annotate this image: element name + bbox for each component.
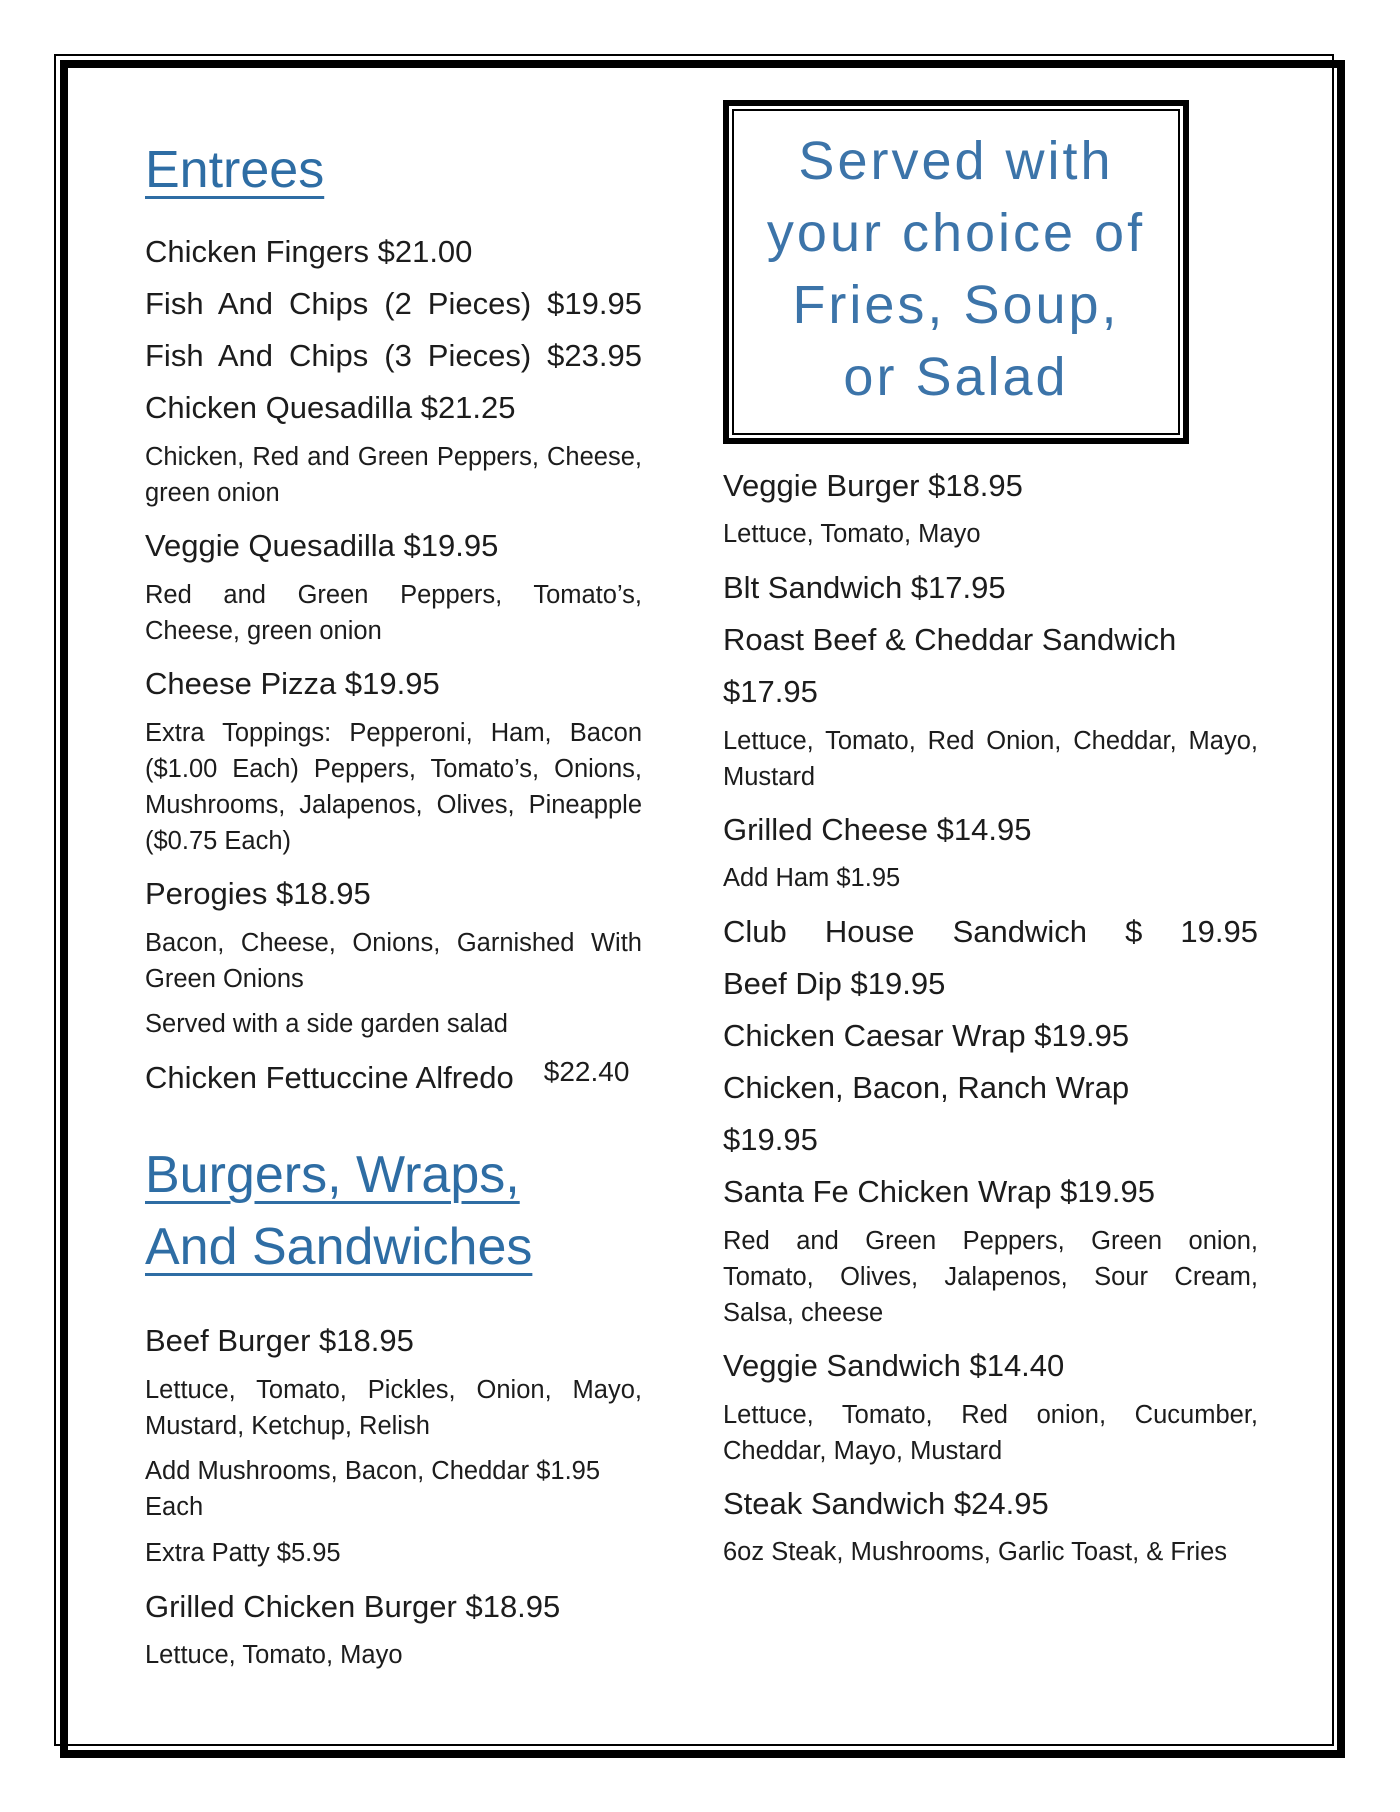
menu-item-note-extra-patty: Extra Patty $5.95 <box>145 1539 341 1567</box>
menu-item-description-cheese-pizza: Extra Toppings: Pepperoni, Ham, Bacon ($1.00 Each) Peppers, Tomato’s, Onions, Mushrooms, Jalapenos, Olives, Pineapple ($0.75 Each) <box>145 719 642 855</box>
menu-item-fish-and-chips-2: Fish And Chips (2 Pieces) $19.95 <box>145 286 642 321</box>
menu-item-steak-sandwich: Steak Sandwich $24.95 <box>723 1486 1049 1521</box>
menu-item-chicken-fettuccine-alfredo <box>145 1052 642 1105</box>
served-with-line-4: or Salad <box>843 347 1069 407</box>
menu-item-perogies: Perogies $18.95 <box>145 876 371 911</box>
menu-item-title: Chicken Fettuccine Alfredo <box>145 1060 514 1095</box>
menu-item-cheese-pizza: Cheese Pizza $19.95 <box>145 666 440 701</box>
menu-item-description-perogies: Bacon, Cheese, Onions, Garnished With Green Onions <box>145 929 642 993</box>
menu-item-roast-beef-cheddar-sandwich <box>723 614 1258 718</box>
menu-item-description-veggie-sandwich: Lettuce, Tomato, Red onion, Cucumber, Cheddar, Mayo, Mustard <box>723 1401 1258 1465</box>
menu-item-chicken-bacon-ranch-wrap <box>723 1062 1258 1166</box>
menu-item-note-perogies-salad: Served with a side garden salad <box>145 1010 508 1038</box>
menu-item-description-roast-beef: Lettuce, Tomato, Red Onion, Cheddar, Mayo, Mustard <box>723 727 1258 791</box>
entrees-column <box>145 138 642 1683</box>
menu-item-club-house-sandwich: Club House Sandwich $ 19.95 <box>723 914 1258 949</box>
menu-item-grilled-chicken-burger: Grilled Chicken Burger $18.95 <box>145 1589 561 1624</box>
menu-item-note-add-toppings: Add Mushrooms, Bacon, Cheddar $1.95 Each <box>145 1457 601 1521</box>
menu-item-note-steak-sandwich: 6oz Steak, Mushrooms, Garlic Toast, & Fries <box>723 1538 1228 1566</box>
menu-item-price: $17.95 <box>723 674 818 709</box>
served-with-line-2: your choice of <box>766 203 1146 263</box>
menu-item-description-santa-fe-wrap: Red and Green Peppers, Green onion, Tomato, Olives, Jalapenos, Sour Cream, Salsa, cheese <box>723 1227 1258 1327</box>
menu-item-blt-sandwich: Blt Sandwich $17.95 <box>723 570 1006 605</box>
menu-item-veggie-burger: Veggie Burger $18.95 <box>723 468 1023 503</box>
menu-item-note-grilled-chicken-burger: Lettuce, Tomato, Mayo <box>145 1641 403 1669</box>
served-with-box-inner <box>732 109 1180 435</box>
section-heading-burgers-wraps-sandwiches <box>145 1141 642 1285</box>
menu-item-description-chicken-quesadilla: Chicken, Red and Green Peppers, Cheese, green onion <box>145 443 642 507</box>
menu-item-note-veggie-burger: Lettuce, Tomato, Mayo <box>723 520 981 548</box>
served-with-box <box>723 100 1189 444</box>
menu-item-veggie-quesadilla: Veggie Quesadilla $19.95 <box>145 528 499 563</box>
section-heading-entrees <box>145 138 642 202</box>
menu-item-beef-dip: Beef Dip $19.95 <box>723 966 946 1001</box>
menu-item-description-veggie-quesadilla: Red and Green Peppers, Tomato’s, Cheese, green onion <box>145 581 642 645</box>
served-with-line-1: Served with <box>798 131 1114 191</box>
menu-item-beef-burger: Beef Burger $18.95 <box>145 1323 414 1358</box>
section-heading-entrees-text: Entrees <box>145 141 325 199</box>
menu-item-chicken-caesar-wrap: Chicken Caesar Wrap $19.95 <box>723 1018 1130 1053</box>
menu-item-description-beef-burger: Lettuce, Tomato, Pickles, Onion, Mayo, Mustard, Ketchup, Relish <box>145 1376 642 1440</box>
menu-item-title: Roast Beef & Cheddar Sandwich <box>723 622 1177 657</box>
menu-item-veggie-sandwich: Veggie Sandwich $14.40 <box>723 1348 1065 1383</box>
menu-item-price: $22.40 <box>543 1056 630 1087</box>
section-heading-line-2: And Sandwiches <box>145 1218 533 1276</box>
menu-item-title: Chicken, Bacon, Ranch Wrap <box>723 1070 1130 1105</box>
menu-item-santa-fe-chicken-wrap: Santa Fe Chicken Wrap $19.95 <box>723 1174 1155 1209</box>
menu-item-price: $19.95 <box>723 1122 818 1157</box>
served-with-line-3: Fries, Soup, <box>792 275 1120 335</box>
sandwiches-column <box>723 100 1258 1580</box>
menu-item-chicken-quesadilla: Chicken Quesadilla $21.25 <box>145 390 516 425</box>
menu-item-fish-and-chips-3: Fish And Chips (3 Pieces) $23.95 <box>145 338 642 373</box>
menu-item-note-add-ham: Add Ham $1.95 <box>723 864 901 892</box>
menu-item-chicken-fingers: Chicken Fingers $21.00 <box>145 234 473 269</box>
menu-item-grilled-cheese: Grilled Cheese $14.95 <box>723 812 1032 847</box>
section-heading-line-1: Burgers, Wraps, <box>145 1146 520 1204</box>
